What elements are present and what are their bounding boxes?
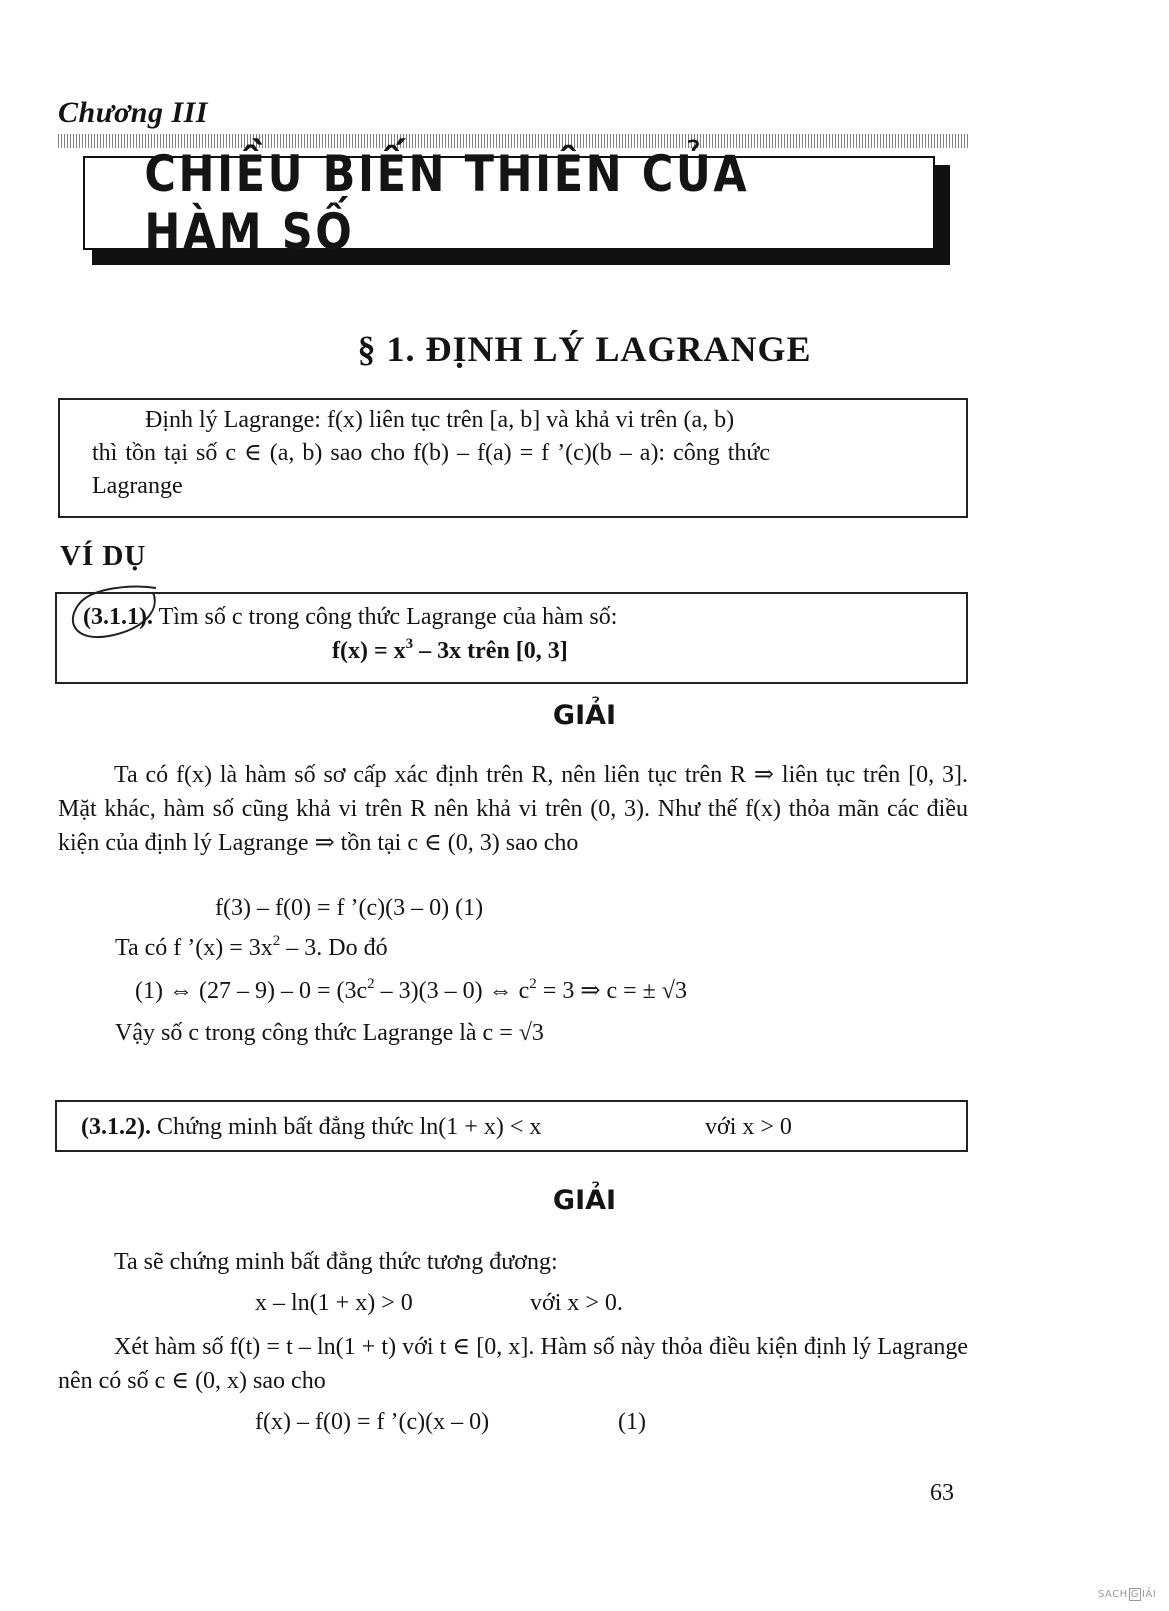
example-1-formula: $f(x) = x^3 - 3x$ trên [0, 3] <box>332 636 568 664</box>
page-number: 63 <box>930 1480 954 1506</box>
section-title: § 1. ĐỊNH LÝ LAGRANGE <box>357 329 812 369</box>
example-1-box <box>55 592 968 684</box>
examples-heading: VÍ DỤ <box>60 540 147 572</box>
solution-2-paragraph-1: Ta sẽ chứng minh bất đẳng thức tương đương: <box>114 1249 558 1275</box>
theorem-line-2: thì tồn tại số c ∈ (a, b) sao cho f(b) – f(a) = f ’(c)(b – a): công thức <box>92 440 771 466</box>
chapter-title-box <box>83 145 935 261</box>
example-1-prompt: Tìm số c trong công thức Lagrange của hàm số: <box>158 604 618 630</box>
solution-2-eq-1: x – ln(1 + x) > 0 <box>255 1290 413 1316</box>
solution-2-heading: GIẢI <box>552 1185 617 1216</box>
solution-1-eq-2: Ta có f ’(x) = $3x^2 - 3$. Do đó <box>115 933 388 961</box>
solution-2-eq-2-tag: (1) <box>618 1409 646 1435</box>
theorem-line-3: Lagrange <box>92 473 183 499</box>
example-1-label: (3.1.1). <box>83 604 153 630</box>
chapter-label: Chương III <box>58 96 208 129</box>
solution-1-heading: GIẢI <box>552 700 617 731</box>
watermark-logo: SACH G IẢI <box>1098 1589 1157 1600</box>
solution-1-eq-3: (1) ⇔ $(27 - 9) - 0 = (3c^2 - 3)(3 - 0)$ ⇔ $c^2 = 3$ ⇒ c = ± √3 <box>135 976 687 1004</box>
example-2-prompt: Chứng minh bất đẳng thức ln(1 + x) < x <box>156 1114 542 1140</box>
example-2-condition: với x > 0 <box>705 1114 792 1140</box>
solution-1-eq-1: f(3) – f(0) = f ’(c)(3 – 0) (1) <box>215 895 484 921</box>
solution-1-conclusion: Vậy số c trong công thức Lagrange là c = √3 <box>115 1020 544 1046</box>
solution-1-paragraph: Ta có f(x) là hàm số sơ cấp xác định trên R, nên liên tục trên R ⇒ liên tục trên [0, 3]. Mặt khác, hàm số cũng khả vi trên R nên khả vi trên (0, 3). Như thế f(x) thỏa mãn các điều kiện của định lý Lagrange ⇒ tồn tại c ∈ (0, 3) sao cho <box>58 762 968 856</box>
solution-2-paragraph-2: Xét hàm số f(t) = t – ln(1 + t) với t ∈ [0, x]. Hàm số này thỏa điều kiện định lý Lagrange nên có số c ∈ (0, x) sao cho <box>58 1334 968 1394</box>
solution-2-eq-2: f(x) – f(0) = f ’(c)(x – 0) <box>255 1409 490 1435</box>
chapter-title: CHIỀU BIẾN THIÊN CỦA HÀM SỐ <box>144 145 750 261</box>
solution-2-eq-1-condition: với x > 0. <box>530 1290 623 1316</box>
example-2-label: (3.1.2). <box>81 1114 151 1140</box>
example-2-box <box>55 1100 968 1152</box>
theorem-line-1: Định lý Lagrange: f(x) liên tục trên [a, b] và khả vi trên (a, b) <box>145 407 735 433</box>
theorem-box <box>58 398 968 518</box>
